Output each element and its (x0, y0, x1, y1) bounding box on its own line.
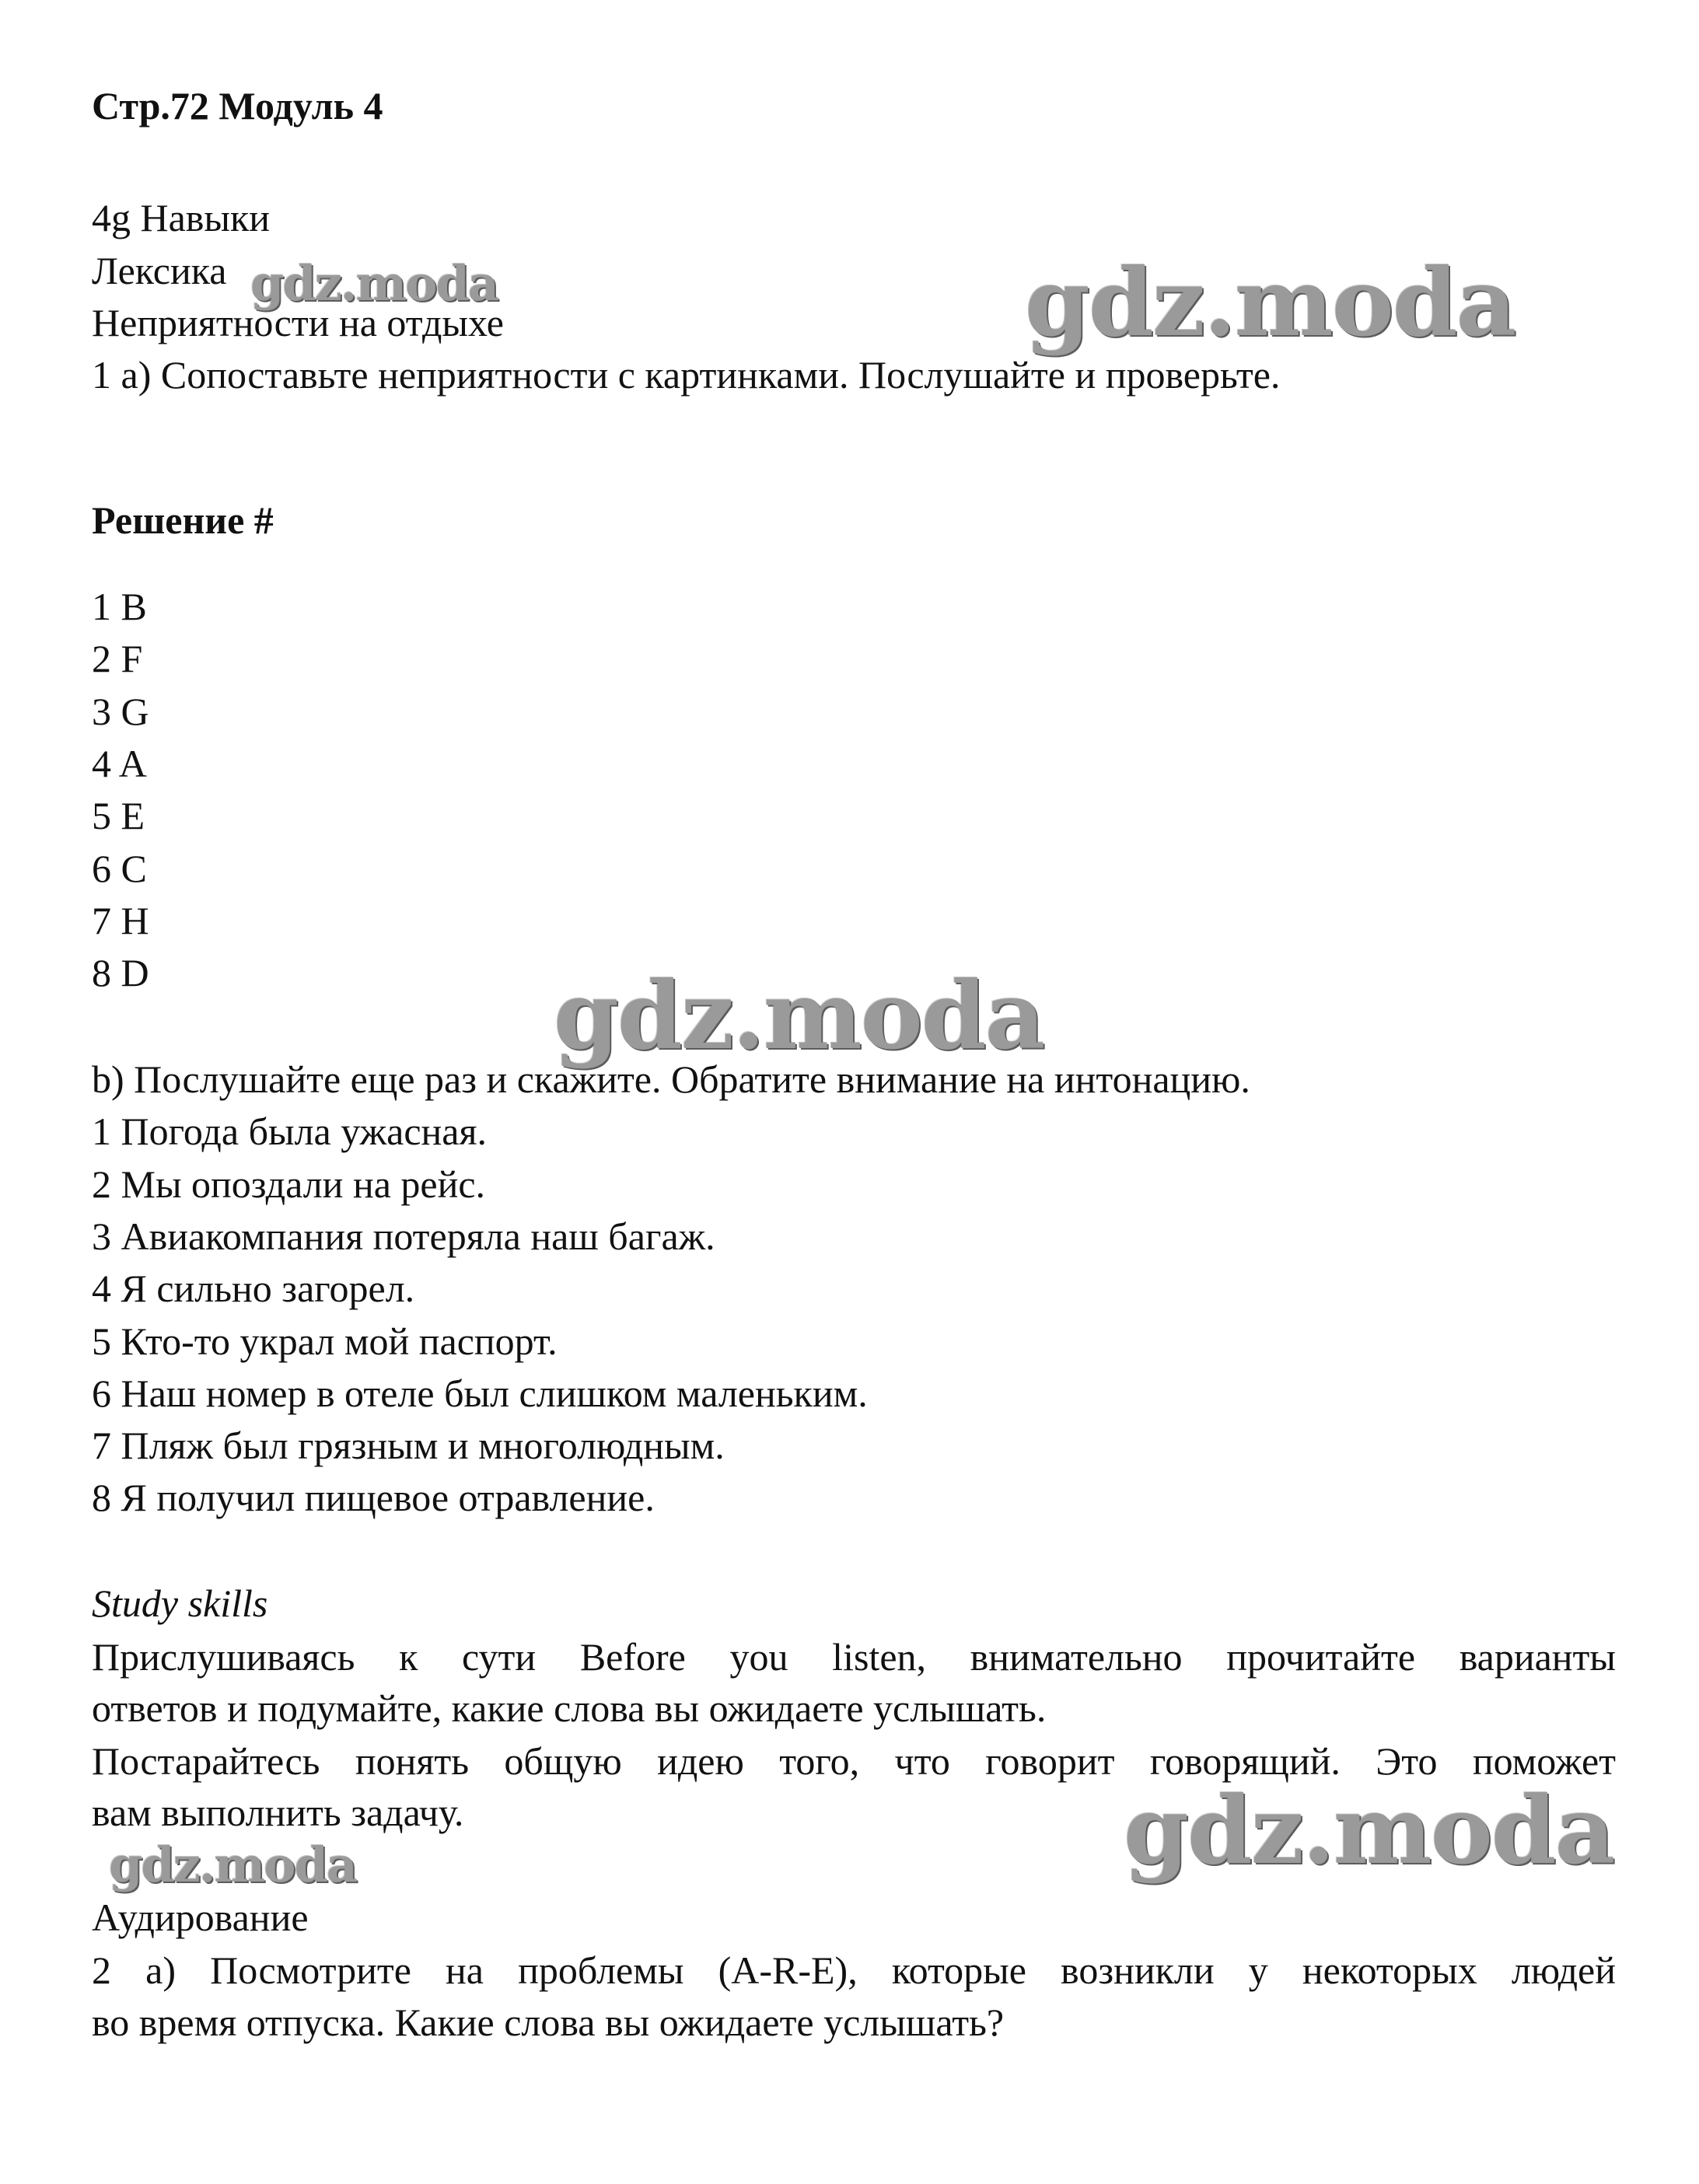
phrase-item: 5 Кто-то украл мой паспорт. (92, 1319, 558, 1363)
phrase-item: 7 Пляж был грязным и многолюдным. (92, 1424, 725, 1467)
phrase-item: 4 Я сильно загорел. (92, 1267, 415, 1310)
study-skills-heading: Study skills (92, 1581, 268, 1625)
answer-item: 1 B (92, 585, 147, 628)
answer-item: 3 G (92, 690, 149, 733)
solution-heading: Решение # (92, 498, 274, 542)
topic-title: Неприятности на отдыхе (92, 301, 504, 344)
answer-item: 5 E (92, 794, 145, 837)
page-title: Стр.72 Модуль 4 (92, 84, 383, 128)
study-skills-line: Прислушиваясь к сути Before you listen, внимательно прочитайте варианты (92, 1635, 1616, 1679)
study-skills-line: ответов и подумайте, какие слова вы ожидаете услышать. (92, 1686, 1047, 1730)
phrase-item: 1 Погода была ужасная. (92, 1109, 487, 1153)
watermark-logo: gdz.moda (1025, 248, 1515, 358)
answer-item: 2 F (92, 637, 143, 680)
answer-item: 7 H (92, 899, 149, 942)
subsection-title: Лексика (92, 249, 227, 292)
task-1b-title: b) Послушайте еще раз и скажите. Обратите внимание на интонацию. (92, 1057, 1250, 1101)
listening-heading: Аудирование (92, 1896, 309, 1939)
phrase-item: 3 Авиакомпания потеряла наш багаж. (92, 1214, 715, 1258)
task-2a-line: 2 a) Посмотрите на проблемы (A-R-E), которые возникли у некоторых людей (92, 1948, 1616, 1992)
watermark-logo: gdz.moda (109, 1836, 356, 1893)
study-skills-line: Постарайтесь понять общую идею того, что говорит говорящий. Это поможет (92, 1739, 1616, 1783)
watermark-logo: gdz.moda (554, 961, 1044, 1071)
study-skills-line: вам выполнить задачу. (92, 1791, 464, 1834)
section-title: 4g Навыки (92, 196, 271, 239)
answer-item: 6 C (92, 847, 147, 890)
answer-item: 4 A (92, 742, 147, 785)
watermark-logo: gdz.moda (1124, 1776, 1614, 1885)
answer-item: 8 D (92, 951, 149, 994)
task-2a-line: во время отпуска. Какие слова вы ожидаете услышать? (92, 2001, 1005, 2044)
phrase-item: 6 Наш номер в отеле был слишком маленьким. (92, 1372, 868, 1415)
phrase-item: 8 Я получил пищевое отравление. (92, 1476, 655, 1519)
task-1a-text: 1 a) Сопоставьте неприятности с картинками. Послушайте и проверьте. (92, 353, 1281, 397)
watermark-logo: gdz.moda (250, 255, 498, 312)
phrase-item: 2 Мы опоздали на рейс. (92, 1162, 486, 1206)
